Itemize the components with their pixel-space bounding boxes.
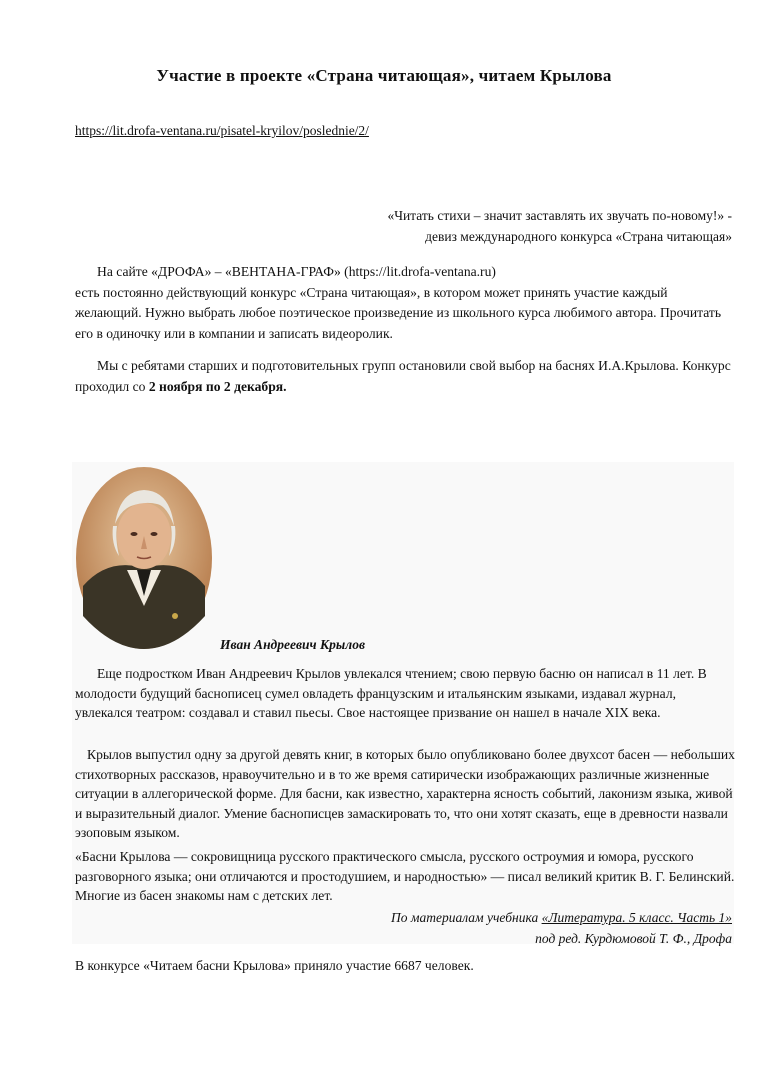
biography-paragraph-1-text: Еще подростком Иван Андреевич Крылов увлекался чтением; свою первую басню он написал в 11 лет. В молодости будущий баснописец сумел овладеть французским и итальянским языками, издавал журнал, увлекался театром: создавал и ставил пьесы. Свое настоящее призвание он нашел в начале XIX века. <box>75 666 707 720</box>
epigraph-line-1: «Читать стихи – значит заставлять их звучать по-новому!» - <box>387 208 732 223</box>
belinsky-quote: «Басни Крылова — сокровищница русского практического смысла, русского остроумия и юмора, русского разговорного языка; они отличаются и простодушием, и народностью» — писал великий критик В. Г. Белинский. Многие из басен знакомы нам с детских лет. <box>75 849 735 903</box>
source-prefix: По материалам учебника <box>390 910 542 925</box>
biography-paragraph-1 <box>75 664 735 723</box>
epigraph-line-2: девиз международного конкурса «Страна читающая» <box>425 229 732 244</box>
biography-paragraph-2 <box>75 745 735 843</box>
krylov-portrait <box>75 466 213 650</box>
intro-paragraph-first-line <box>75 262 735 283</box>
contest-dates: 2 ноября по 2 декабря. <box>148 378 287 394</box>
epigraph <box>172 205 732 247</box>
contest-paragraph-text: Мы с ребятами старших и подготовительных групп остановили свой выбор на баснях И.А.Крылова. Конкурс проходил со <box>75 358 731 394</box>
page-title: Участие в проекте «Страна читающая», читаем Крылова <box>156 66 612 85</box>
intro-paragraph <box>75 262 735 344</box>
portrait-caption: Иван Андреевич Крылов <box>220 637 365 652</box>
intro-paragraph-rest: есть постоянно действующий конкурс «Страна читающая», в котором может принять участие каждый желающий. Нужно выбрать любое поэтическое произведение из школьного курса любимого автора. Прочитать его в одиночку или в компании и записать видеоролик. <box>75 284 722 341</box>
source-book-title: «Литература. 5 класс. Часть 1» <box>541 910 732 925</box>
source-link[interactable]: https://lit.drofa-ventana.ru/pisatel-kryilov/poslednie/2/ <box>75 123 369 138</box>
biography-paragraph-2-text: Крылов выпустил одну за другой девять книг, в которых было опубликовано более двухсот басен — небольших стихотворных рассказов, нравоучительно и в то же время сатирически изображающих различные жизненные ситуации в аллегорической форме. Для басни, как известно, характерна ясность событий, лаконизм языка, живой и выразительный диалог. Умение баснописцев замаскировать то, что они хотят сказать, еще в древности назвали эзоповым языком. <box>75 747 735 840</box>
intro-paragraph-first-line-text: На сайте «ДРОФА» – «ВЕНТАНА-ГРАФ» (https://lit.drofa-ventana.ru) <box>97 264 496 279</box>
source-editor: под ред. Курдюмовой Т. Ф., Дрофа <box>535 931 732 946</box>
contest-paragraph <box>75 356 735 397</box>
source-reference <box>172 907 732 949</box>
participants-count: В конкурсе «Читаем басни Крылова» приняло участие 6687 человек. <box>75 958 474 973</box>
source-line-1 <box>172 907 732 928</box>
